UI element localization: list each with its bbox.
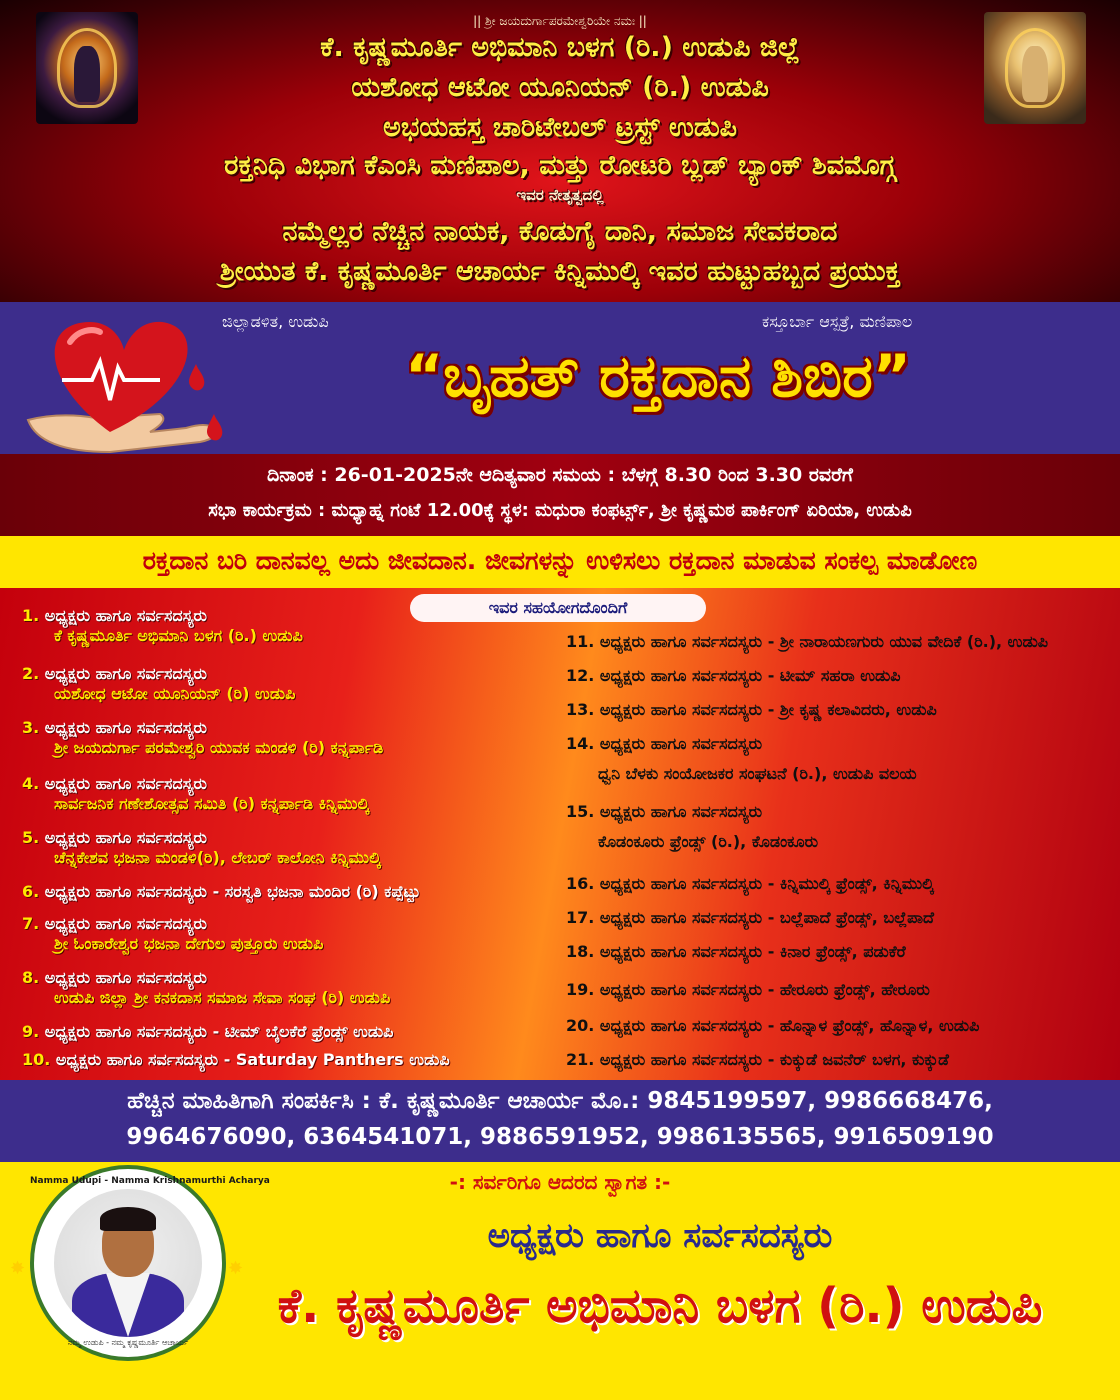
list-item xyxy=(22,1050,450,1070)
list-item-text: ಅಧ್ಯಕ್ಷರು ಹಾಗೂ ಸರ್ವಸದಸ್ಯರು xyxy=(44,606,207,625)
list-item-number: 16. xyxy=(566,874,595,893)
list-item xyxy=(22,606,303,646)
invocation-text: || ಶ್ರೀ ಜಯದುರ್ಗಾಪರಮೇಶ್ವರಿಯೇ ನಮಃ || xyxy=(473,14,647,28)
list-item-number: 17. xyxy=(566,908,595,927)
camp-title: “ಬೃಹತ್ ರಕ್ತದಾನ ಶಿಬಿರ” xyxy=(405,342,911,410)
list-item xyxy=(566,700,937,720)
list-item-number: 21. xyxy=(566,1050,595,1069)
list-item xyxy=(566,1050,949,1070)
badge-caption-top: Namma Udupi - Namma Krishnamurthi Acharya xyxy=(30,1176,270,1186)
list-item-text: ಅಧ್ಯಕ್ಷರು ಹಾಗೂ ಸರ್ವಸದಸ್ಯರು - ಶ್ರೀ ಕೃಷ್ಣ ಕಲಾವಿದರು, ಉಡುಪಿ xyxy=(599,700,937,719)
list-item xyxy=(22,718,383,758)
list-item-number: 7. xyxy=(22,914,40,933)
support-list-section xyxy=(0,588,1120,1080)
list-item-subtext: ಧ್ವನಿ ಬೆಳಕು ಸಂಯೋಜಕರ ಸಂಘಟನೆ (ರಿ.), ಉಡುಪಿ ವಲಯ xyxy=(598,764,917,783)
list-item-number: 19. xyxy=(566,980,595,999)
list-item-subtext: ಸಾರ್ವಜನಿಕ ಗಣೇಶೋತ್ಸವ ಸಮಿತಿ (ರಿ) ಕನ್ನರ್ಪಾಡಿ ಕಿನ್ನಿಮುಲ್ಕಿ xyxy=(54,794,370,813)
list-item-text: ಅಧ್ಯಕ್ಷರು ಹಾಗೂ ಸರ್ವಸದಸ್ಯರು - ಹೇರೂರು ಫ್ರೆಂಡ್ಸ್, ಹೇರೂರು xyxy=(599,980,930,999)
organizer-1: ಕೆ. ಕೃಷ್ಣಮೂರ್ತಿ ಅಭಿಮಾನಿ ಬಳಗ (ರಿ.) ಉಡುಪಿ ಜಿಲ್ಲೆ xyxy=(320,32,800,63)
list-item xyxy=(566,632,1048,652)
list-item xyxy=(22,914,323,954)
list-item xyxy=(566,734,917,784)
list-item-text: ಅಧ್ಯಕ್ಷರು ಹಾಗೂ ಸರ್ವಸದಸ್ಯರು - Saturday Panthers ಉಡುಪಿ xyxy=(55,1050,450,1069)
list-item-text: ಅಧ್ಯಕ್ಷರು ಹಾಗೂ ಸರ್ವಸದಸ್ಯರು - ಹೊನ್ನಾಳ ಫ್ರೆಂಡ್ಸ್, ಹೊನ್ನಾಳ, ಉಡುಪಿ xyxy=(599,1016,980,1035)
list-item-subtext: ಉಡುಪಿ ಜಿಲ್ಲಾ ಶ್ರೀ ಕನಕದಾಸ ಸಮಾಜ ಸೇವಾ ಸಂಘ (ರಿ) ಉಡುಪಿ xyxy=(54,988,391,1007)
list-item-text: ಅಧ್ಯಕ್ಷರು ಹಾಗೂ ಸರ್ವಸದಸ್ಯರು xyxy=(44,914,207,933)
list-item-number: 20. xyxy=(566,1016,595,1035)
venue-line: ಸಭಾ ಕಾರ್ಯಕ್ರಮ : ಮಧ್ಯಾಹ್ನ ಗಂಟೆ 12.00ಕ್ಕೆ ಸ್ಥಳ: ಮಧುರಾ ಕಂಫರ್ಟ್ಸ್, ಶ್ರೀ ಕೃಷ್ಣಮಠ ಪಾರ್ಕಿಂಗ್ ಏರಿಯಾ, ಉಡುಪಿ xyxy=(208,500,912,521)
list-item-number: 10. xyxy=(22,1050,51,1069)
hero-line-1: ನಮ್ಮೆಲ್ಲರ ನೆಚ್ಚಿನ ನಾಯಕ, ಕೊಡುಗೈ ದಾನಿ, ಸಮಾಜ ಸೇವಕರಾದ xyxy=(282,216,838,247)
list-item xyxy=(566,1016,979,1036)
event-details xyxy=(0,454,1120,536)
list-item-number: 14. xyxy=(566,734,595,753)
list-item xyxy=(566,802,818,852)
list-item xyxy=(22,774,369,814)
list-item xyxy=(22,882,420,902)
star-icon: ✸ xyxy=(10,1258,26,1279)
list-item-number: 3. xyxy=(22,718,40,737)
list-item-text: ಅಧ್ಯಕ್ಷರು ಹಾಗೂ ಸರ್ವಸದಸ್ಯರು xyxy=(599,802,763,821)
list-item-number: 6. xyxy=(22,882,40,901)
location-right: ಕಸ್ತೂರ್ಬಾ ಆಸ್ಪತ್ರೆ, ಮಣಿಪಾಲ xyxy=(762,312,913,331)
portrait-badge xyxy=(30,1165,270,1361)
slogan-bar xyxy=(0,536,1120,588)
list-item xyxy=(22,1022,393,1042)
list-item-text: ಅಧ್ಯಕ್ಷರು ಹಾಗೂ ಸರ್ವಸದಸ್ಯರು - ಕುಕ್ಕುಡೆ ಜವನೆರ್ ಬಳಗ, ಕುಕ್ಕುಡೆ xyxy=(599,1050,949,1069)
list-item-text: ಅಧ್ಯಕ್ಷರು ಹಾಗೂ ಸರ್ವಸದಸ್ಯರು - ಕಿನ್ನಿಮುಲ್ಕಿ ಫ್ರೆಂಡ್ಸ್, ಕಿನ್ನಿಮುಲ್ಕಿ xyxy=(599,874,934,893)
list-item-text: ಅಧ್ಯಕ್ಷರು ಹಾಗೂ ಸರ್ವಸದಸ್ಯರು - ಸರಸ್ವತಿ ಭಜನಾ ಮಂದಿರ (ರಿ) ಕಪ್ಪೆಟ್ಟು xyxy=(44,882,421,901)
list-item xyxy=(566,666,901,686)
star-icon: ✸ xyxy=(228,1258,244,1279)
list-item-text: ಅಧ್ಯಕ್ಷರು ಹಾಗೂ ಸರ್ವಸದಸ್ಯರು - ಶ್ರೀ ನಾರಾಯಣಗುರು ಯುವ ವೇದಿಕೆ (ರಿ.), ಉಡುಪಿ xyxy=(599,632,1049,651)
list-item xyxy=(22,664,295,704)
list-item-subtext: ಕೆ ಕೃಷ್ಣಮೂರ್ತಿ ಅಭಿಮಾನಿ ಬಳಗ (ರಿ.) ಉಡುಪಿ xyxy=(54,626,303,645)
list-item-text: ಅಧ್ಯಕ್ಷರು ಹಾಗೂ ಸರ್ವಸದಸ್ಯರು xyxy=(44,664,207,683)
list-item xyxy=(566,980,930,1000)
list-item-number: 4. xyxy=(22,774,40,793)
organizer-2: ಯಶೋಧ ಆಟೋ ಯೂನಿಯನ್ (ರಿ.) ಉಡುಪಿ xyxy=(351,72,769,103)
list-item-number: 8. xyxy=(22,968,40,987)
list-item-number: 5. xyxy=(22,828,40,847)
list-item xyxy=(566,874,934,894)
list-item-number: 11. xyxy=(566,632,595,651)
list-item-number: 13. xyxy=(566,700,595,719)
organizer-3: ಅಭಯಹಸ್ತ ಚಾರಿಟೇಬಲ್ ಟ್ರಸ್ಟ್ ಉಡುಪಿ xyxy=(383,112,737,143)
location-left: ಜಿಲ್ಲಾಡಳಿತ, ಉಡುಪಿ xyxy=(222,312,329,331)
list-item xyxy=(566,942,906,962)
list-item-text: ಅಧ್ಯಕ್ಷರು ಹಾಗೂ ಸರ್ವಸದಸ್ಯರು xyxy=(44,968,207,987)
list-item-number: 2. xyxy=(22,664,40,683)
list-item-subtext: ಶ್ರೀ ಜಯದುರ್ಗಾ ಪರಮೇಶ್ವರಿ ಯುವಕ ಮಂಡಳಿ (ರಿ) ಕನ್ನರ್ಪಾಡಿ xyxy=(54,738,384,757)
list-item-subtext: ಚೆನ್ನಕೇಶವ ಭಜನಾ ಮಂಡಳಿ(ರಿ), ಲೇಬರ್ ಕಾಲೋನಿ ಕಿನ್ನಿಮುಲ್ಕಿ xyxy=(54,848,381,867)
list-item xyxy=(22,828,381,868)
list-item-subtext: ಕೊಡಂಕೂರು ಫ್ರೆಂಡ್ಸ್ (ರಿ.), ಕೊಡಂಕೂರು xyxy=(598,832,819,851)
list-item-number: 18. xyxy=(566,942,595,961)
date-time-line: ದಿನಾಂಕ : 26-01-2025ನೇ ಆದಿತ್ಯವಾರ ಸಮಯ : ಬೆಳಗ್ಗೆ 8.30 ರಿಂದ 3.30 ರವರೆಗೆ xyxy=(267,464,853,486)
list-item xyxy=(566,908,934,928)
heart-hand-icon xyxy=(0,302,250,464)
portrait-hair xyxy=(100,1207,156,1231)
list-item-text: ಅಧ್ಯಕ್ಷರು ಹಾಗೂ ಸರ್ವಸದಸ್ಯರು - ಟೀಮ್ ಸಹರಾ ಉಡುಪಿ xyxy=(599,666,901,685)
list-item-number: 12. xyxy=(566,666,595,685)
list-item-text: ಅಧ್ಯಕ್ಷರು ಹಾಗೂ ಸರ್ವಸದಸ್ಯರು - ಟೀಮ್ ಬೈಲಕೆರೆ ಫ್ರೆಂಡ್ಸ್ ಉಡುಪಿ xyxy=(44,1022,394,1041)
header xyxy=(0,0,1120,302)
list-item-text: ಅಧ್ಯಕ್ಷರು ಹಾಗೂ ಸರ್ವಸದಸ್ಯರು xyxy=(44,828,207,847)
hero-line-2: ಶ್ರೀಯುತ ಕೆ. ಕೃಷ್ಣಮೂರ್ತಿ ಆಚಾರ್ಯ ಕಿನ್ನಿಮುಲ್ಕಿ ಇವರ ಹುಟ್ಟುಹಬ್ಬದ ಪ್ರಯುಕ್ತ xyxy=(219,256,901,287)
contact-line-1: ಹೆಚ್ಚಿನ ಮಾಹಿತಿಗಾಗಿ ಸಂಪರ್ಕಿಸಿ : ಕೆ. ಕೃಷ್ಣಮೂರ್ತಿ ಆಚಾರ್ಯ ಮೊ.: 9845199597, 9986668476, xyxy=(127,1088,993,1114)
portrait-photo xyxy=(54,1189,202,1337)
contact-line-2: 9964676090, 6364541071, 9886591952, 9986135565, 9916509190 xyxy=(126,1124,994,1150)
list-item xyxy=(22,968,390,1008)
leadership-text: ಇವರ ನೇತೃತ್ವದಲ್ಲಿ xyxy=(516,186,604,204)
list-item-number: 15. xyxy=(566,802,595,821)
list-item-text: ಅಧ್ಯಕ್ಷರು ಹಾಗೂ ಸರ್ವಸದಸ್ಯರು - ಬಲ್ಲೆಪಾದೆ ಫ್ರೆಂಡ್ಸ್, ಬಲ್ಲೆಪಾದೆ xyxy=(599,908,934,927)
list-item-subtext: ಯಶೋಧ ಆಟೋ ಯೂನಿಯನ್ (ರಿ) ಉಡುಪಿ xyxy=(54,684,296,703)
list-item-number: 1. xyxy=(22,606,40,625)
list-item-text: ಅಧ್ಯಕ್ಷರು ಹಾಗೂ ಸರ್ವಸದಸ್ಯರು xyxy=(44,718,207,737)
contact-bar xyxy=(0,1080,1120,1162)
support-heading: ಇವರ ಸಹಯೋಗದೊಂದಿಗೆ xyxy=(410,594,706,622)
badge-caption-bottom: ನಮ್ಮ ಉಡುಪಿ - ನಮ್ಮ ಕೃಷ್ಣಮೂರ್ತಿ ಆಚಾರ್ಯ xyxy=(67,1338,189,1347)
list-item-number: 9. xyxy=(22,1022,40,1041)
welcome-text: -: ಸರ್ವರಿಗೂ ಆದರದ ಸ್ವಾಗತ :- xyxy=(449,1170,671,1194)
slogan-text: ರಕ್ತದಾನ ಬರಿ ದಾನವಲ್ಲ ಅದು ಜೀವದಾನ. ಜೀವಗಳನ್ನು ಉಳಿಸಲು ರಕ್ತದಾನ ಮಾಡುವ ಸಂಕಲ್ಪ ಮಾಡೋಣ xyxy=(142,546,978,575)
organizer-4: ರಕ್ತನಿಧಿ ವಿಭಾಗ ಕೆಎಂಸಿ ಮಣಿಪಾಲ, ಮತ್ತು ರೋಟರಿ ಬ್ಲಡ್ ಬ್ಯಾಂಕ್ ಶಿವಮೊಗ್ಗ xyxy=(224,150,896,181)
list-item-subtext: ಶ್ರೀ ಓಂಕಾರೇಶ್ವರ ಭಜನಾ ದೇಗುಲ ಪುತ್ತೂರು ಉಡುಪಿ xyxy=(54,934,324,953)
members-title: ಅಧ್ಯಕ್ಷರು ಹಾಗೂ ಸರ್ವಸದಸ್ಯರು xyxy=(487,1216,833,1256)
list-item-text: ಅಧ್ಯಕ್ಷರು ಹಾಗೂ ಸರ್ವಸದಸ್ಯರು xyxy=(44,774,207,793)
footer-organization: ಕೆ. ಕೃಷ್ಣಮೂರ್ತಿ ಅಭಿಮಾನಿ ಬಳಗ (ರಿ.) ಉಡುಪಿ xyxy=(277,1278,1043,1334)
list-item-text: ಅಧ್ಯಕ್ಷರು ಹಾಗೂ ಸರ್ವಸದಸ್ಯರು - ಕಿನಾರ ಫ್ರೆಂಡ್ಸ್, ಪಡುಕೆರೆ xyxy=(599,942,906,961)
list-item-text: ಅಧ್ಯಕ್ಷರು ಹಾಗೂ ಸರ್ವಸದಸ್ಯರು xyxy=(599,734,763,753)
